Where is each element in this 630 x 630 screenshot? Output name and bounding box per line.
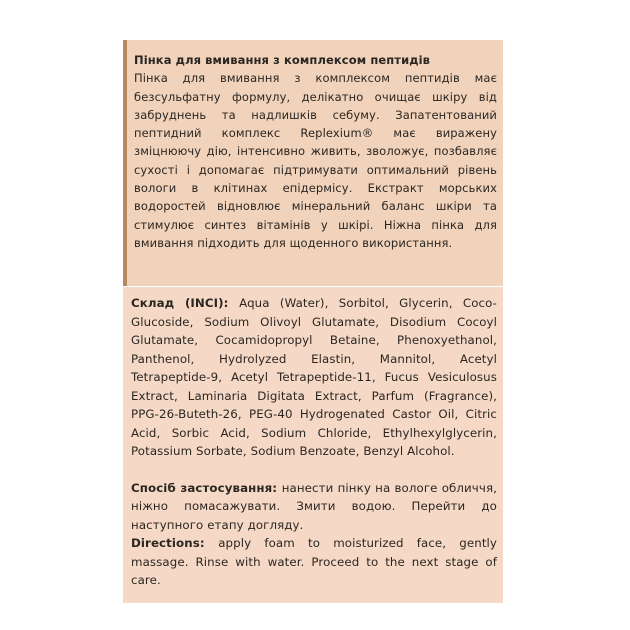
section-gap [131,461,497,479]
description-panel [123,40,503,286]
product-title: Пінка для вмивання з комплексом пептидів [134,53,431,67]
description-body: Пінка для вмивання з комплексом пептидів має безсульфатну формулу, делікатно очищає шкіру від забруднень та надлишків себуму. Запатентований пептидний комплекс Replexium® має виражену зміцнюючу дію, інтенсивно живить, зволожує, позбавляє сухості і допомагає підтримувати оптимальний рівень вологи в клітинах епідермісу. Екстракт морських водоростей відновлює мінеральний баланс шкіри та стимулює синтез вітамінів у шкірі. Ніжна пінка для вмивання підходить для щоденного використання. [134,71,497,250]
ingredients-text [131,294,497,461]
composition-panel [123,287,503,603]
ingredients-body: Aqua (Water), Sorbitol, Glycerin, Coco-Glucoside, Sodium Olivoyl Glutamate, Disodium Cocoyl Glutamate, Cocamidopropyl Betaine, Phenoxyethanol, Panthenol, Hydrolyzed Elastin, Mannitol, Acetyl Tetrapeptide-9, Acetyl Tetrapeptide-11, Fucus Vesiculosus Extract, Laminaria Digitata Extract, Parfum (Fragrance), PPG-26-Buteth-26, PEG-40 Hydrogenated Castor Oil, Citric Acid, Sorbic Acid, Sodium Chloride, Ethylhexylglycerin, Potassium Sorbate, Sodium Benzoate, Benzyl Alcohol. [131,296,497,458]
description-text [134,51,497,252]
directions-body: apply foam to moisturized face, gently massage. Rinse with water. Proceed to the next stage of care. [131,536,497,587]
usage-label: Спосіб застосування: [131,480,282,495]
ingredients-label: Склад (INCI): [131,296,240,310]
directions-text [131,534,497,590]
usage-text [131,479,497,535]
usage-body: нанести пінку на вологе обличчя, ніжно помасажувати. Змити водою. Перейти до наступного етапу догляду. [131,480,497,532]
directions-label: Directions: [131,536,219,550]
